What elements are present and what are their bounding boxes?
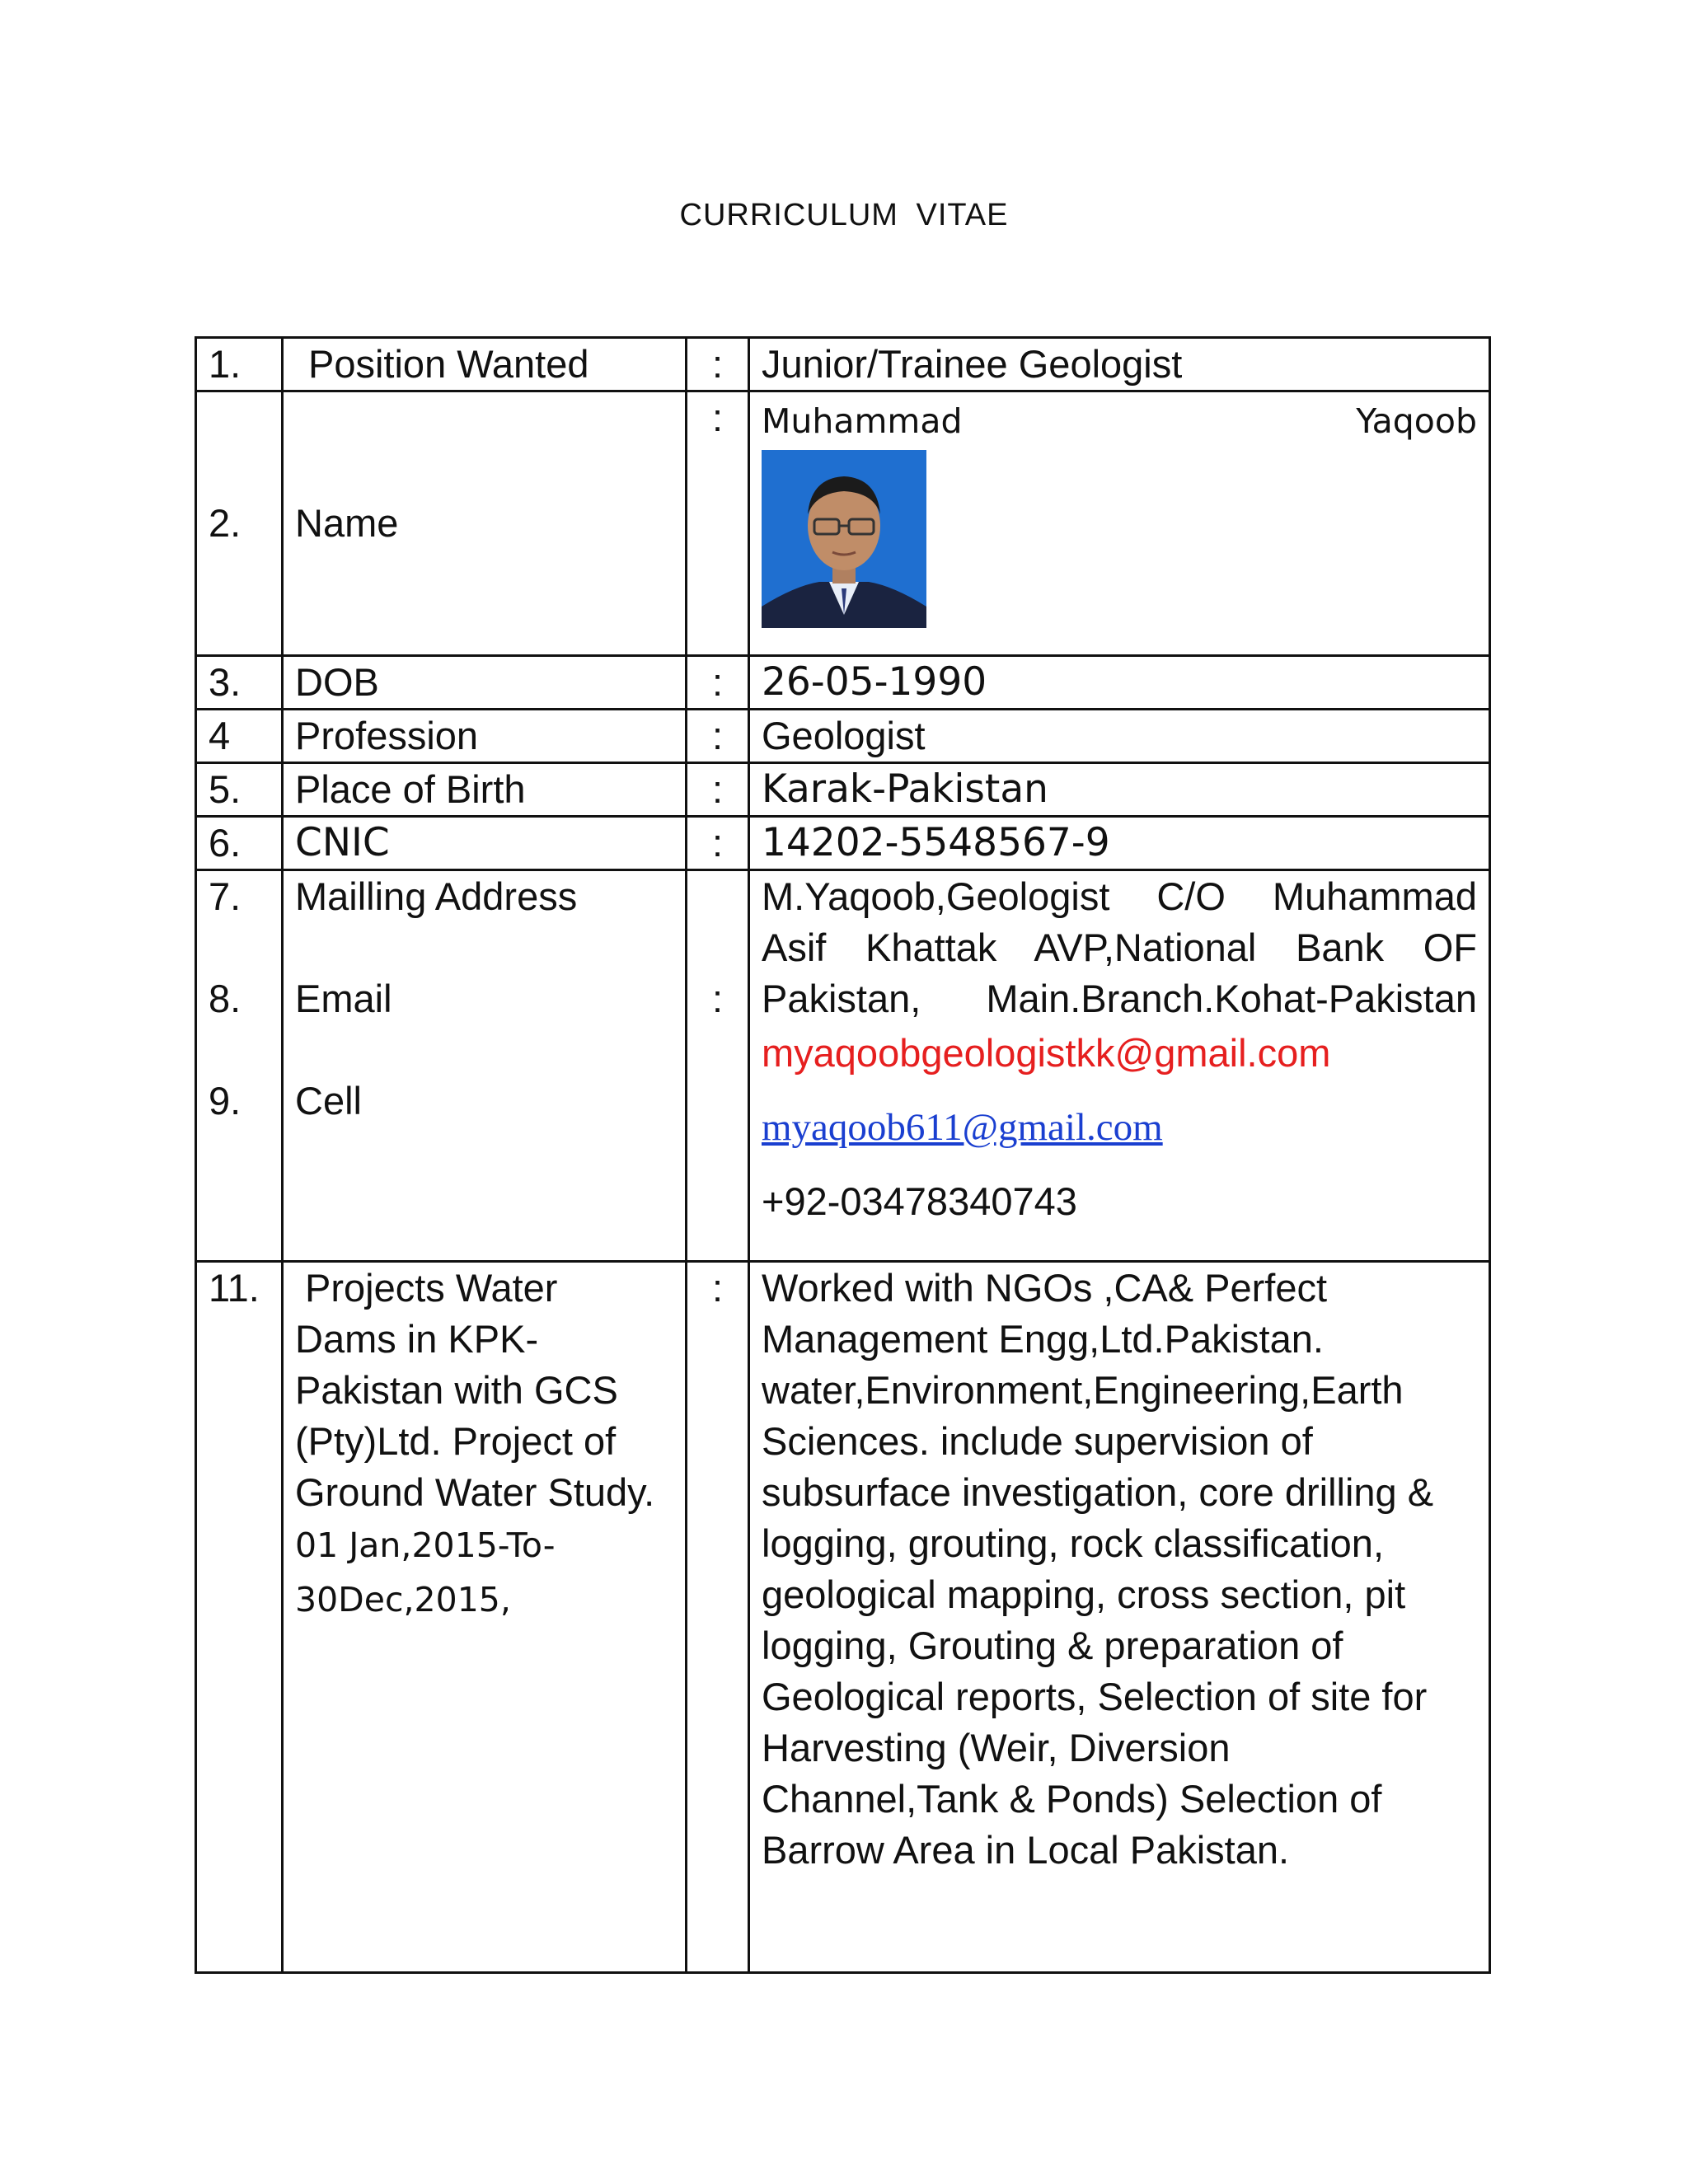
row-number: 2. <box>196 391 283 656</box>
description-line: Channel,Tank & Ponds) Selection of <box>762 1777 1382 1821</box>
row-dob <box>196 656 1490 710</box>
profile-photo <box>762 450 926 628</box>
description-line: Sciences. include supervision of <box>762 1419 1313 1463</box>
row-profession <box>196 710 1490 763</box>
row-position-wanted <box>196 338 1490 391</box>
first-name: Muhammad <box>762 401 963 441</box>
position-value: Junior/Trainee Geologist <box>749 338 1490 391</box>
row-number: 11. <box>196 1262 283 1973</box>
portrait-image <box>762 450 926 628</box>
label-line: Projects Water <box>305 1266 558 1310</box>
colon: : <box>687 763 749 817</box>
description-line: Worked with NGOs ,CA& Perfect <box>762 1266 1328 1310</box>
row-number: 8. <box>209 977 241 1020</box>
field-label: Profession <box>283 710 687 763</box>
description-line: Geological reports, Selection of site for <box>762 1675 1428 1718</box>
cell-value: +92-03478340743 <box>762 1179 1077 1223</box>
birthplace-value: Karak-Pakistan <box>749 763 1490 817</box>
description-line: subsurface investigation, core drilling & <box>762 1470 1434 1514</box>
address-line: Asif Khattak AVP,National Bank OF <box>762 926 1477 969</box>
colon: : <box>687 710 749 763</box>
dob-value: 26-05-1990 <box>749 656 1490 710</box>
row-number: 1. <box>196 338 283 391</box>
address-line: M.Yaqoob,Geologist C/O Muhammad <box>762 874 1477 918</box>
document-title: CURRICULUM VITAE <box>679 198 1009 232</box>
mailing-address-label: Mailling Address <box>295 874 578 918</box>
row-number: 3. <box>196 656 283 710</box>
secondary-email-link[interactable]: myaqoob611@gmail.com <box>762 1106 1163 1149</box>
row-numbers <box>196 870 283 1262</box>
description-line: logging, Grouting & preparation of <box>762 1624 1343 1667</box>
row-name <box>196 391 1490 656</box>
field-label: DOB <box>283 656 687 710</box>
name-value <box>749 391 1490 656</box>
projects-value <box>749 1262 1490 1973</box>
cell-label: Cell <box>295 1079 362 1122</box>
date-line: 01 Jan,2015-To- <box>295 1526 556 1565</box>
colon: : <box>711 977 724 1020</box>
row-number: 6. <box>196 817 283 870</box>
colon: : <box>687 656 749 710</box>
row-cnic <box>196 817 1490 870</box>
primary-email: myaqoobgeologistkk@gmail.com <box>762 1031 1331 1075</box>
description-line: Barrow Area in Local Pakistan. <box>762 1828 1290 1872</box>
description-line: Harvesting (Weir, Diversion <box>762 1726 1231 1769</box>
last-name: Yaqoob <box>1356 401 1477 441</box>
field-labels <box>283 870 687 1262</box>
description-line: Management Engg,Ltd.Pakistan. <box>762 1317 1324 1361</box>
row-number: 9. <box>209 1079 241 1122</box>
description-line: logging, grouting, rock classification, <box>762 1521 1385 1565</box>
row-contact <box>196 870 1490 1262</box>
field-label: Position Wanted <box>283 338 687 391</box>
cv-table <box>195 336 1491 1974</box>
row-number: 5. <box>196 763 283 817</box>
cnic-value: 14202-5548567-9 <box>749 817 1490 870</box>
contact-value <box>749 870 1490 1262</box>
row-number: 7. <box>209 874 241 918</box>
colon: : <box>687 391 749 656</box>
address-line: Pakistan, Main.Branch.Kohat-Pakistan <box>762 977 1477 1020</box>
email-label: Email <box>295 977 392 1020</box>
field-label: Place of Birth <box>283 763 687 817</box>
colon: : <box>687 817 749 870</box>
label-line: Pakistan with GCS <box>295 1368 618 1412</box>
projects-label <box>283 1262 687 1973</box>
row-number: 4 <box>196 710 283 763</box>
description-line: geological mapping, cross section, pit <box>762 1572 1406 1616</box>
description-line: water,Environment,Engineering,Earth <box>762 1368 1404 1412</box>
date-line: 30Dec,2015, <box>295 1580 511 1619</box>
colon: : <box>687 1262 749 1973</box>
profession-value: Geologist <box>749 710 1490 763</box>
name-line <box>762 396 1477 447</box>
label-line: (Pty)Ltd. Project of <box>295 1419 617 1463</box>
field-label: CNIC <box>283 817 687 870</box>
row-place-of-birth <box>196 763 1490 817</box>
label-line: Dams in KPK- <box>295 1317 539 1361</box>
field-label: Name <box>283 391 687 656</box>
row-projects <box>196 1262 1490 1973</box>
colon: : <box>687 338 749 391</box>
colon-cell <box>687 870 749 1262</box>
label-line: Ground Water Study. <box>295 1470 655 1514</box>
